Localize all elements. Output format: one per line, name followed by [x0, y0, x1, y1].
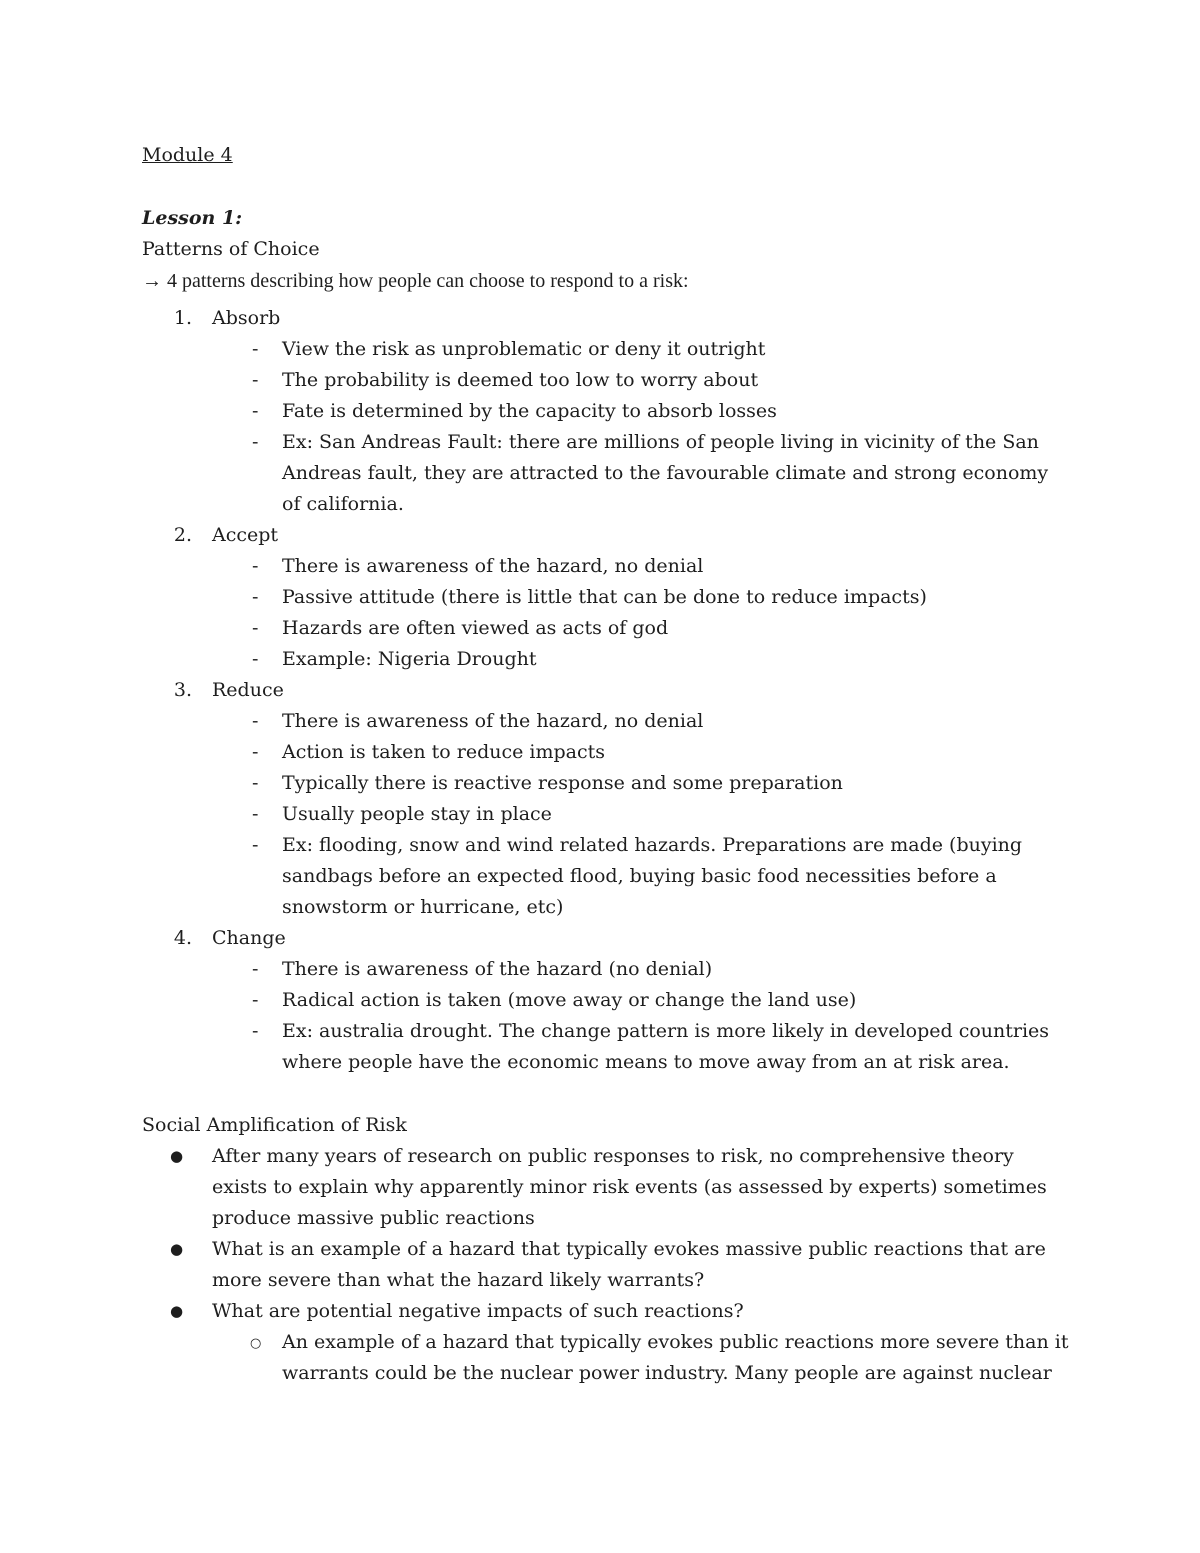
list-item: Example: Nigeria Drought [282, 648, 537, 670]
dash-marker: - [252, 555, 259, 577]
pattern-name: Reduce [212, 679, 284, 701]
list-item: Hazards are often viewed as acts of god [282, 617, 669, 639]
list-number: 1. [173, 307, 192, 329]
list-item: What are potential negative impacts of such reactions? [212, 1300, 744, 1322]
dash-marker: - [252, 369, 259, 391]
list-item: Typically there is reactive response and some preparation [282, 772, 843, 794]
list-item: The probability is deemed too low to worry about [282, 369, 759, 391]
dash-marker: - [252, 772, 259, 794]
dash-marker: - [252, 586, 259, 608]
dash-marker: - [252, 338, 259, 360]
list-item: Action is taken to reduce impacts [282, 741, 606, 763]
lesson-title: Lesson 1: [142, 207, 243, 229]
list-item: What is an example of a hazard that typically evokes massive public reactions that are more severe than what the hazard likely warrants? [212, 1238, 1046, 1291]
list-item: View the risk as unproblematic or deny it outright [282, 338, 766, 360]
pattern-name: Absorb [212, 307, 281, 329]
pattern-name: Change [212, 927, 286, 949]
dash-marker: - [252, 834, 259, 856]
dash-marker: - [252, 648, 259, 670]
dash-marker: - [252, 989, 259, 1011]
dash-marker: - [252, 400, 259, 422]
list-item: Ex: flooding, snow and wind related hazards. Preparations are made (buying sandbags before an expected flood, buying basic food necessities before a snowstorm or hurricane, etc) [282, 834, 1023, 918]
list-item: Ex: australia drought. The change pattern is more likely in developed countries where people have the economic means to move away from an at risk area. [282, 1020, 1050, 1073]
bullet-marker: ● [170, 1147, 184, 1165]
dash-marker: - [252, 741, 259, 763]
dash-marker: - [252, 710, 259, 732]
bullet-marker: ● [170, 1302, 184, 1320]
list-item: After many years of research on public responses to risk, no comprehensive theory exists to explain why apparently minor risk events (as assessed by experts) sometimes produce massive public reactions [212, 1145, 1047, 1229]
dash-marker: - [252, 1020, 259, 1042]
list-item: There is awareness of the hazard, no denial [282, 555, 704, 577]
list-item: There is awareness of the hazard, no denial [282, 710, 704, 732]
list-item: There is awareness of the hazard (no denial) [282, 958, 713, 980]
section-heading-amplification: Social Amplification of Risk [142, 1114, 407, 1136]
list-number: 4. [173, 927, 192, 949]
dash-marker: - [252, 617, 259, 639]
list-item: Passive attitude (there is little that can be done to reduce impacts) [282, 586, 927, 608]
list-item: Ex: San Andreas Fault: there are millions of people living in vicinity of the San Andreas fault, they are attracted to the favourable climate and strong economy of california. [282, 431, 1049, 515]
section-heading-patterns: Patterns of Choice [142, 238, 320, 260]
sub-bullet-marker: ○ [250, 1336, 262, 1351]
module-title: Module 4 [142, 144, 233, 166]
list-item: Radical action is taken (move away or change the land use) [282, 989, 857, 1011]
patterns-intro: → 4 patterns describing how people can choose to respond to a risk: [142, 270, 689, 292]
dash-marker: - [252, 431, 259, 453]
list-item: An example of a hazard that typically evokes public reactions more severe than it warrants could be the nuclear power industry. Many people are against nuclear [282, 1331, 1069, 1384]
list-number: 3. [173, 679, 192, 701]
dash-marker: - [252, 803, 259, 825]
dash-marker: - [252, 958, 259, 980]
list-number: 2. [173, 524, 192, 546]
list-item: Usually people stay in place [282, 803, 552, 825]
pattern-name: Accept [212, 524, 279, 546]
list-item: Fate is determined by the capacity to absorb losses [282, 400, 777, 422]
bullet-marker: ● [170, 1240, 184, 1258]
